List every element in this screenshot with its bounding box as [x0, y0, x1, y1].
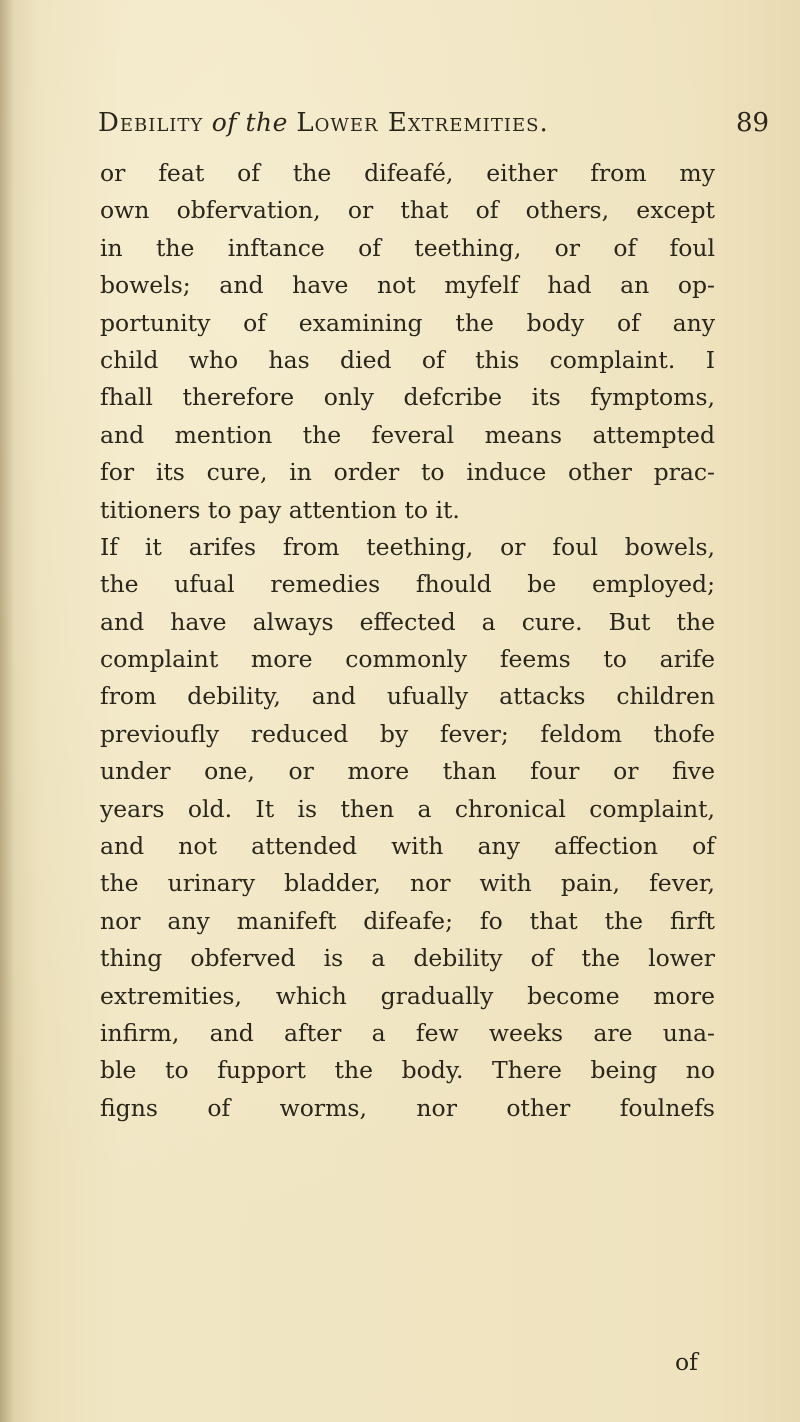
text-line: titioners to pay attention to it. [100, 495, 460, 524]
text-line: nor any manifeft difeafe; fo that the firft [100, 906, 715, 935]
text-line: fhall therefore only defcribe its fymptoms, [100, 383, 715, 412]
text-line: If it arifes from teething, or foul bowels, [100, 532, 715, 561]
text-line: and not attended with any affection of [100, 832, 715, 861]
text-line: years old. It is then a chronical complaint, [100, 794, 715, 823]
header-title-debility: Debility [98, 108, 204, 138]
text-line: for its cure, in order to induce other prac- [100, 458, 715, 487]
text-line: thing obferved is a debility of the lower [100, 944, 715, 973]
text-line: the urinary bladder, nor with pain, fever, [100, 869, 715, 898]
text-line: and have always effected a cure. But the [100, 607, 715, 636]
text-line: figns of worms, nor other foulnefs [100, 1093, 715, 1122]
text-line: bowels; and have not myfelf had an op- [100, 271, 715, 300]
text-line: and mention the feveral means attempted [100, 420, 715, 449]
catchword: of [675, 1348, 698, 1376]
text-line: infirm, and after a few weeks are una- [100, 1018, 715, 1047]
text-line: child who has died of this complaint. I [100, 345, 715, 374]
header-title-of-the: of the [211, 108, 288, 137]
body-text [100, 155, 715, 1127]
text-line: complaint more commonly feems to arife [100, 645, 715, 674]
text-line: own obfervation, or that of others, except [100, 196, 715, 225]
text-line: under one, or more than four or five [100, 757, 715, 786]
text-line: extremities, which gradually become more [100, 981, 715, 1010]
text-line: portunity of examining the body of any [100, 308, 715, 337]
text-line: ble to fupport the body. There being no [100, 1056, 715, 1085]
text-line: previoufly reduced by fever; feldom thofe [100, 719, 715, 748]
running-header [98, 108, 720, 148]
page-number: 89 [736, 108, 770, 138]
gutter-shadow [0, 0, 14, 1422]
text-line: in the inftance of teething, or of foul [100, 233, 715, 262]
text-line: from debility, and ufually attacks children [100, 682, 715, 711]
text-line: the ufual remedies fhould be employed; [100, 570, 715, 599]
text-line: or feat of the difeafé, either from my [100, 159, 715, 187]
header-title-lower-extremities: Lower Extremities. [296, 108, 549, 138]
